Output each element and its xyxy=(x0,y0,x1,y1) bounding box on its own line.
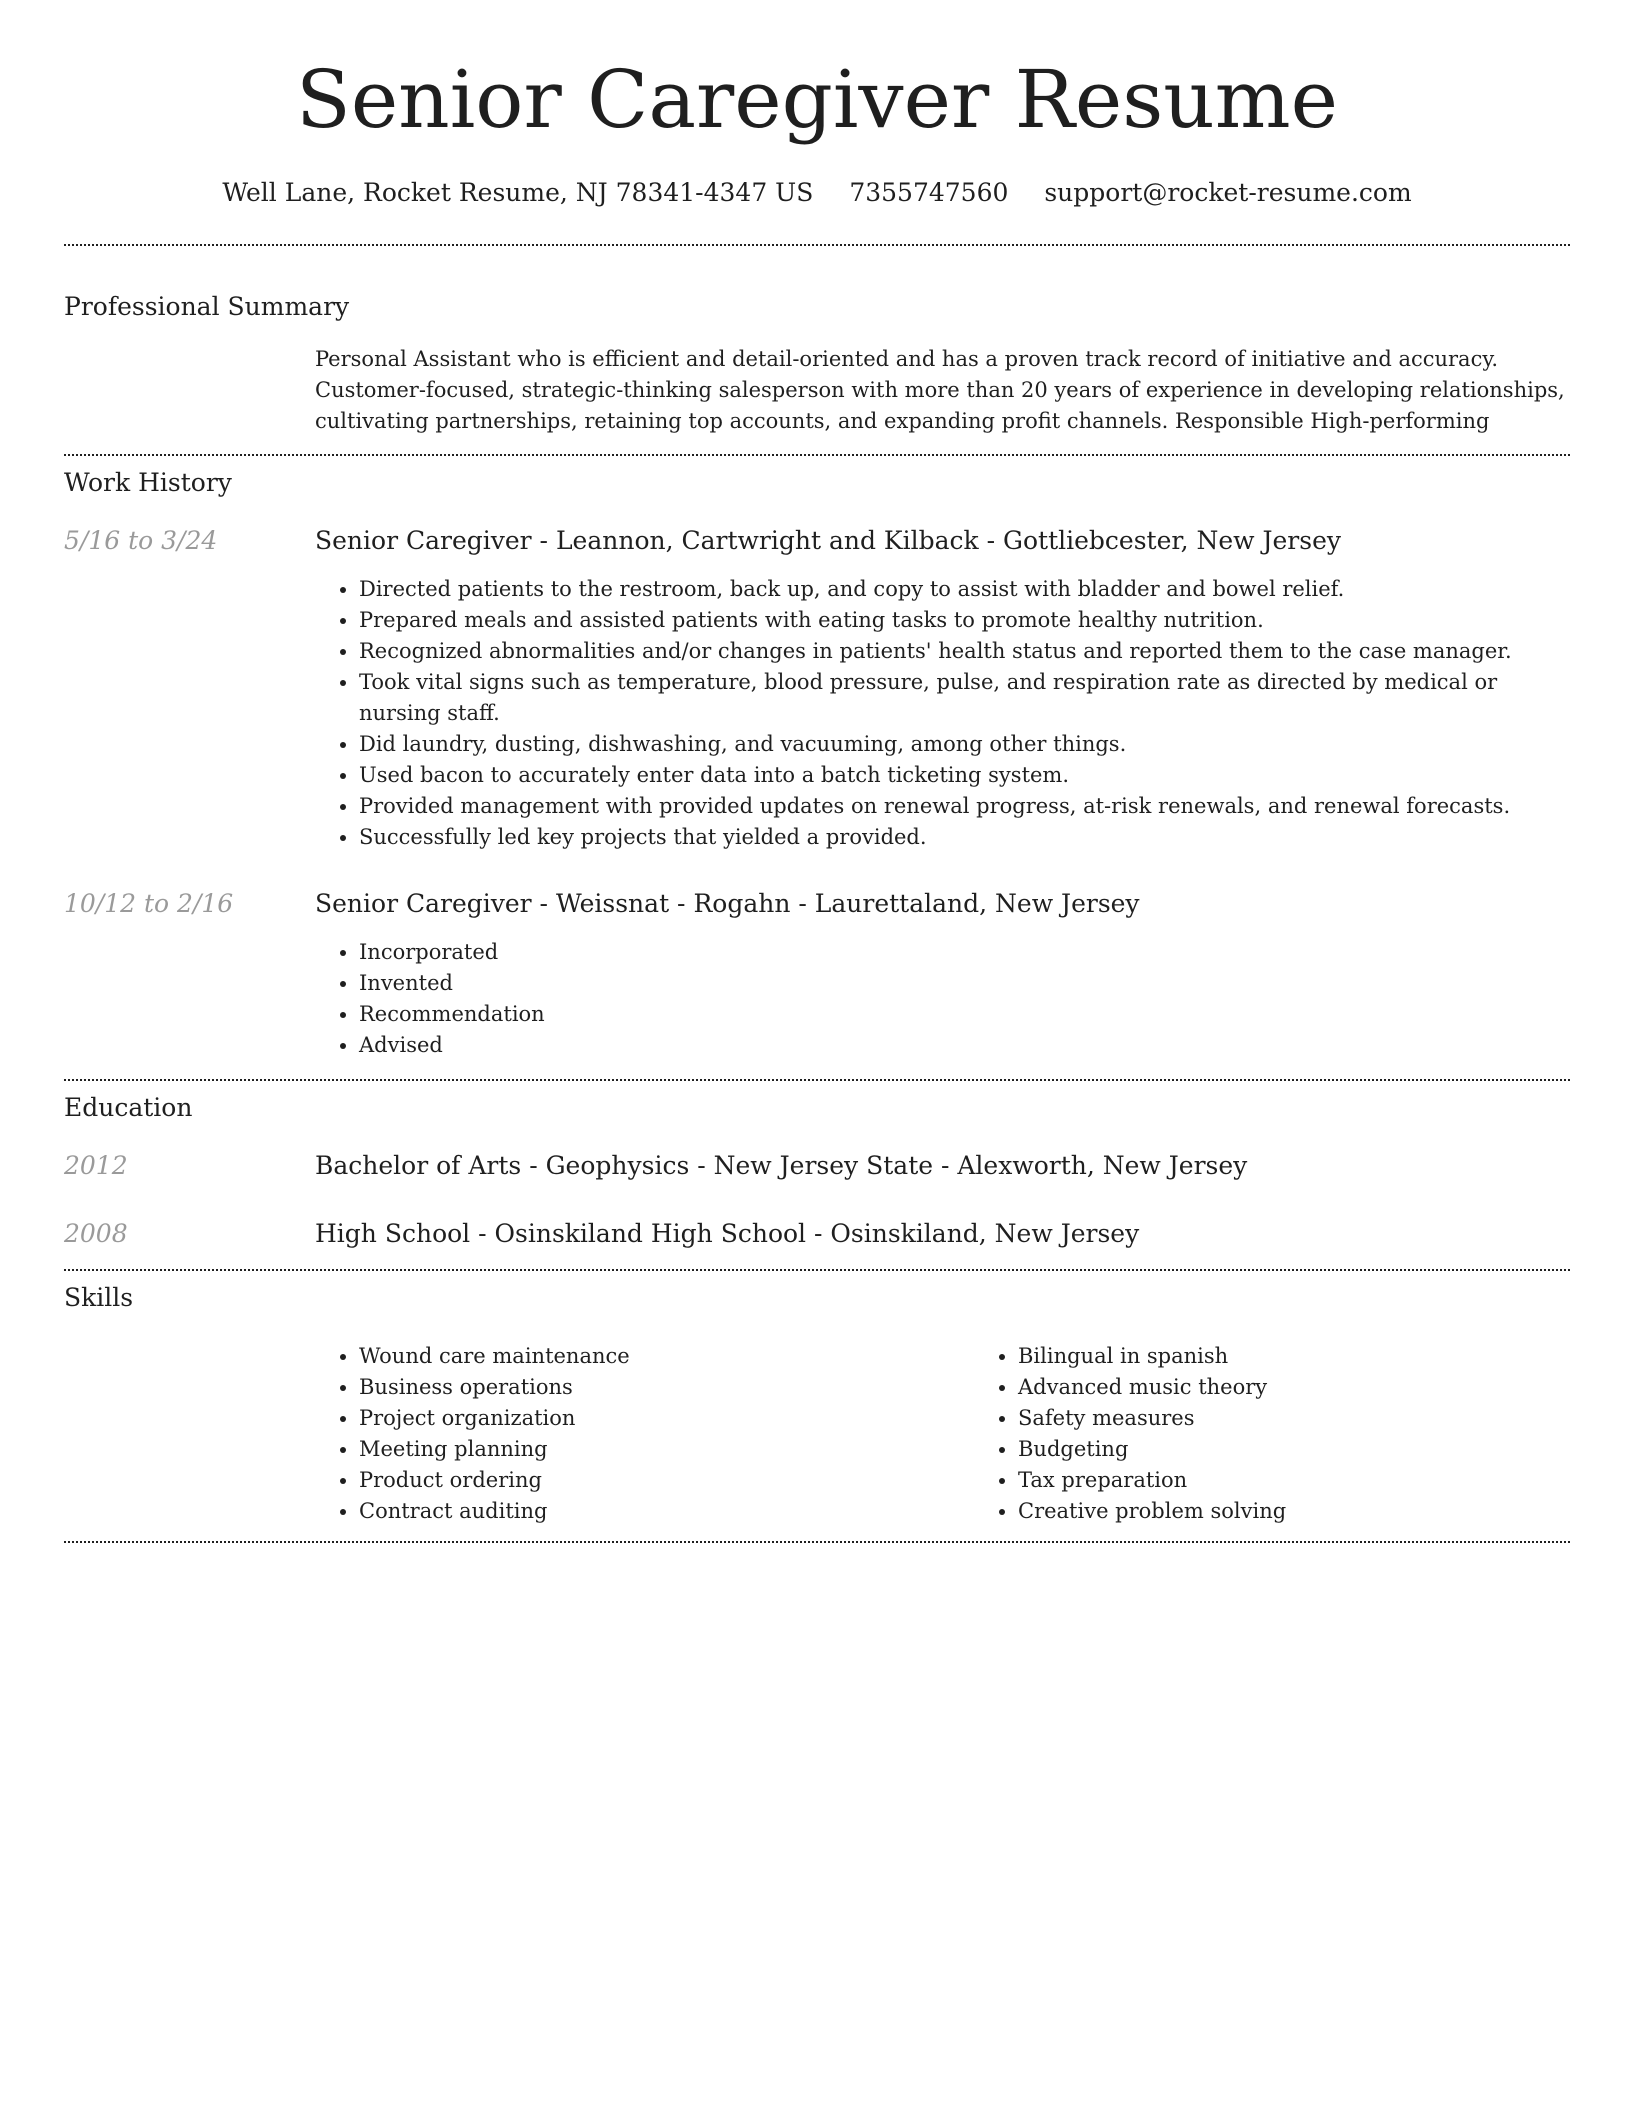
work-section xyxy=(64,468,1570,1061)
education-entry xyxy=(64,1219,1570,1249)
job-duties xyxy=(315,937,1570,1061)
list-item: • Contract auditing xyxy=(359,1496,974,1527)
list-item: • Budgeting xyxy=(1018,1434,1632,1465)
contact-phone: 7355747560 xyxy=(849,178,1009,207)
skills-heading: Skills xyxy=(64,1283,134,1312)
list-item: • Directed patients to the restroom, back up, and copy to assist with bladder and bowel relief. xyxy=(359,574,1570,605)
job-body xyxy=(315,889,1570,1061)
list-item: • Project organization xyxy=(359,1403,974,1434)
skills-list-right xyxy=(974,1341,1632,1527)
education-body xyxy=(315,1219,1570,1249)
resume-page xyxy=(64,0,1570,1543)
job-title: Senior Caregiver - Leannon, Cartwright and Kilback - Gottliebcester, New Jersey xyxy=(315,526,1342,555)
section-divider xyxy=(64,454,1570,456)
summary-body xyxy=(315,344,1570,437)
education-degree: High School xyxy=(315,1219,471,1248)
list-item: • Safety measures xyxy=(1018,1403,1632,1434)
summary-heading: Professional Summary xyxy=(64,292,350,321)
list-item: • Recognized abnormalities and/or changes in patients' health status and reported them to the case manager. xyxy=(359,636,1570,667)
list-item: • Successfully led key projects that yielded a provided. xyxy=(359,822,1570,853)
list-item: • Took vital signs such as temperature, blood pressure, pulse, and respiration rate as directed by medical or nursing staff. xyxy=(359,667,1570,729)
summary-section xyxy=(64,292,1570,437)
list-item: • Advanced music theory xyxy=(1018,1372,1632,1403)
education-degree: Bachelor of Arts - Geophysics xyxy=(315,1151,690,1180)
education-body xyxy=(315,1151,1570,1181)
list-item: • Did laundry, dusting, dishwashing, and vacuuming, among other things. xyxy=(359,729,1570,760)
summary-text: Personal Assistant who is efficient and detail-oriented and has a proven track record of initiative and accuracy. Customer-focused, strategic-thinking salesperson with more than 20 years of experience in developing relationships, cultivating partnerships, retaining top accounts, and expanding profit channels. Responsible High-performing xyxy=(315,347,1565,433)
job-body xyxy=(315,526,1570,853)
job-duties xyxy=(315,574,1570,853)
list-item: • Provided management with provided updates on renewal progress, at-risk renewals, and renewal forecasts. xyxy=(359,791,1570,822)
contact-email: support@rocket-resume.com xyxy=(1044,178,1412,207)
job-entry xyxy=(64,889,1570,1061)
skills-list-left xyxy=(315,1341,974,1527)
list-item: • Creative problem solving xyxy=(1018,1496,1632,1527)
list-item: • Wound care maintenance xyxy=(359,1341,974,1372)
list-item: • Meeting planning xyxy=(359,1434,974,1465)
job-dates: 10/12 to 2/16 xyxy=(64,889,234,918)
summary-row xyxy=(64,344,1570,437)
list-item: • Incorporated xyxy=(359,937,1570,968)
contact-line xyxy=(64,178,1570,208)
list-item: • Advised xyxy=(359,1030,1570,1061)
work-heading: Work History xyxy=(64,468,232,497)
education-heading: Education xyxy=(64,1093,193,1122)
list-item: • Tax preparation xyxy=(1018,1465,1632,1496)
education-year: 2008 xyxy=(64,1219,128,1248)
section-divider xyxy=(64,244,1570,246)
list-item: • Prepared meals and assisted patients with eating tasks to promote healthy nutrition. xyxy=(359,605,1570,636)
contact-address: Well Lane, Rocket Resume, NJ 78341-4347 US xyxy=(222,178,814,207)
list-item: • Recommendation xyxy=(359,999,1570,1030)
education-school: - New Jersey State - Alexworth, New Jersey xyxy=(689,1151,1248,1180)
section-divider xyxy=(64,1541,1570,1543)
list-item: • Bilingual in spanish xyxy=(1018,1341,1632,1372)
education-year: 2012 xyxy=(64,1151,128,1180)
list-item: • Product ordering xyxy=(359,1465,974,1496)
list-item: • Invented xyxy=(359,968,1570,999)
resume-title: Senior Caregiver Resume xyxy=(296,53,1338,146)
list-item: • Used bacon to accurately enter data into a batch ticketing system. xyxy=(359,760,1570,791)
job-title: Senior Caregiver - Weissnat - Rogahn - Laurettaland, New Jersey xyxy=(315,889,1140,918)
skills-columns xyxy=(315,1341,1570,1527)
job-dates: 5/16 to 3/24 xyxy=(64,526,218,555)
skills-section xyxy=(64,1283,1570,1527)
education-school: - Osinskiland High School - Osinskiland, New Jersey xyxy=(470,1219,1140,1248)
job-entry xyxy=(64,526,1570,853)
list-item: • Business operations xyxy=(359,1372,974,1403)
education-section xyxy=(64,1093,1570,1249)
education-entry xyxy=(64,1151,1570,1181)
section-divider xyxy=(64,1269,1570,1271)
section-divider xyxy=(64,1079,1570,1081)
skills-row xyxy=(64,1341,1570,1527)
